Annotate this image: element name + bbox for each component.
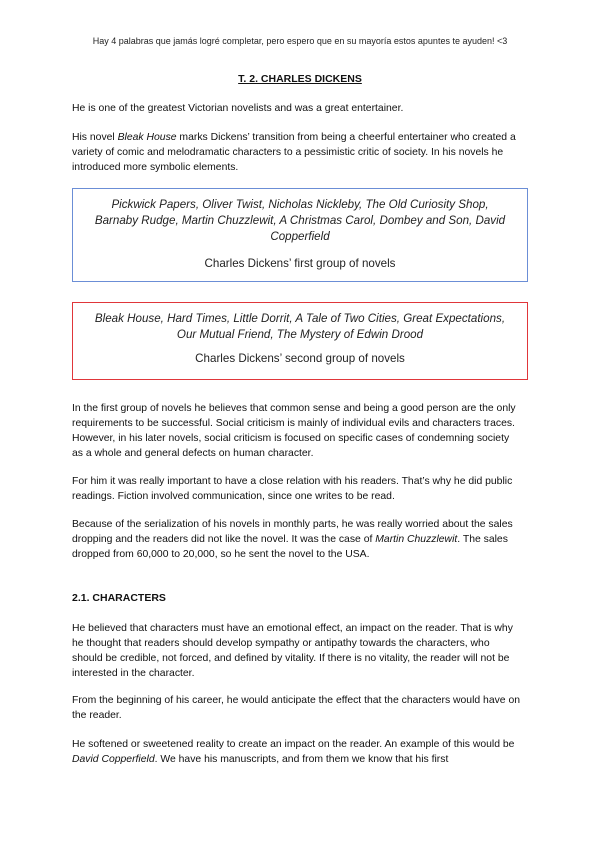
paragraph-serialization: [72, 517, 522, 562]
page-title: T. 2. CHARLES DICKENS: [238, 73, 362, 85]
second-group-box: [72, 302, 528, 380]
paragraph-readers: For him it was really important to have a close relation with his readers. That’s why he did public readings. Fiction involved communication, since one writes to be read.: [72, 476, 513, 502]
section-heading: 2.1. CHARACTERS: [72, 592, 166, 604]
paragraph-text: Because of the serialization of his novels in monthly parts, he was really worried about the sales dropping and the readers did not like the novel. It was the case of: [72, 519, 513, 545]
paragraph-characters-effect: He believed that characters must have an emotional effect, an impact on the reader. That is why he thought that readers should develop sympathy or antipathy towards the characters, who should be credible, not forced, and defined by vitality. If there is no vitality, the reader will not be interested in the character.: [72, 623, 513, 679]
paragraph-intro: He is one of the greatest Victorian novelists and was a great entertainer.: [72, 103, 404, 114]
novel-title: Bleak House: [117, 132, 177, 143]
novel-title: Martin Chuzzlewit: [375, 534, 458, 545]
first-group-box: [72, 188, 528, 282]
paragraph-social-criticism: In the first group of novels he believes that common sense and being a good person are the only requirements to be successful. Social criticism is mainly of individual evils and characters traces. However, in his later novels, social criticism is focused on specific cases of condemning society as a whole and general defects on human character.: [72, 403, 516, 459]
paragraph-bleak-house: [72, 130, 522, 175]
second-group-caption: Charles Dickens’ second group of novels: [195, 352, 405, 365]
second-group-list: Bleak House, Hard Times, Little Dorrit, A Tale of Two Cities, Great Expectations, Our Mutual Friend, The Mystery of Edwin Drood: [94, 312, 506, 341]
paragraph-text: . We have his manuscripts, and from them we know that his first: [154, 754, 449, 765]
paragraph-text: . The sales dropped from 60,000 to 20,000, so he sent the novel to the USA.: [72, 534, 508, 560]
first-group-caption: Charles Dickens’ first group of novels: [204, 257, 396, 270]
first-group-list: Pickwick Papers, Oliver Twist, Nicholas Nickleby, The Old Curiosity Shop, Barnaby Rudge, Martin Chuzzlewit, A Christmas Carol, Dombey and Son, David Copperfield: [94, 198, 506, 243]
header-note: Hay 4 palabras que jamás logré completar, pero espero que en su mayoría estos apuntes te ayuden! <3: [92, 36, 508, 46]
paragraph-text: marks Dickens’ transition from being a cheerful entertainer who created a variety of comic and melodramatic characters to a pessimistic critic of society. In his novels he introduced more symbolic elements.: [72, 132, 516, 173]
paragraph-anticipation: From the beginning of his career, he would anticipate the effect that the characters would have on the reader.: [72, 695, 521, 721]
novel-title: David Copperfield: [72, 754, 155, 765]
paragraph-text: His novel: [72, 132, 118, 143]
paragraph-reality: [72, 737, 522, 767]
paragraph-text: He softened or sweetened reality to create an impact on the reader. An example of this would be: [72, 739, 515, 750]
